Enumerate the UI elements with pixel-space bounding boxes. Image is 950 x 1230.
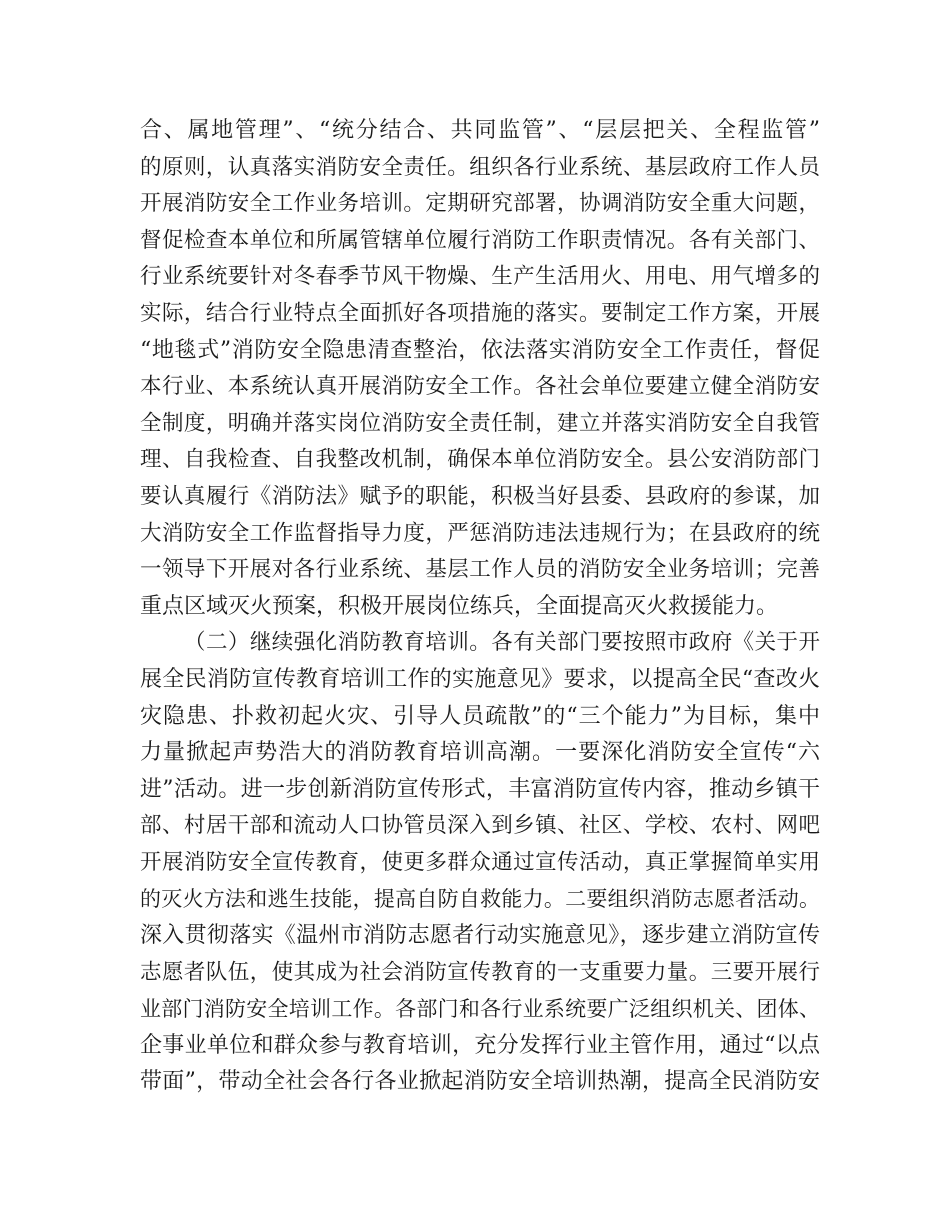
text-line: 开展消防安全工作业务培训。定期研究部署，协调消防安全重大问题， (140, 191, 820, 217)
text-line: 的灭火方法和逃生技能，提高自防自救能力。二要组织消防志愿者活动。 (140, 887, 820, 912)
text-line: 的原则，认真落实消防安全责任。组织各行业系统、基层政府工作人员 (140, 154, 820, 180)
text-line: 一领导下开展对各行业系统、基层工作人员的消防安全业务培训；完善 (140, 557, 820, 583)
text-line: 部、村居干部和流动人口协管员深入到乡镇、社区、学校、农村、网吧 (140, 813, 820, 839)
text-line: 全制度，明确并落实岗位消防安全责任制，建立并落实消防安全自我管 (140, 410, 820, 436)
text-line: 进”活动。进一步创新消防宣传形式，丰富消防宣传内容，推动乡镇干 (140, 776, 820, 802)
paragraph-first-line: （二）继续强化消防教育培训。各有关部门要按照市政府《关于开 (184, 630, 820, 656)
text-line: 业部门消防安全培训工作。各部门和各行业系统要广泛组织机关、团体、 (140, 997, 820, 1022)
text-line: 本行业、本系统认真开展消防安全工作。各社会单位要建立健全消防安 (140, 374, 820, 400)
text-line: “地毯式”消防安全隐患清查整治，依法落实消防安全工作责任，督促 (140, 337, 820, 363)
text-line: 带面”，带动全社会各行各业掀起消防安全培训热潮，提高全民消防安 (140, 1069, 820, 1095)
text-line: 要认真履行《消防法》赋予的职能，积极当好县委、县政府的参谋，加 (140, 483, 820, 509)
text-line: 志愿者队伍，使其成为社会消防宣传教育的一支重要力量。三要开展行 (140, 959, 820, 985)
text-line: 深入贯彻落实《温州市消防志愿者行动实施意见》，逐步建立消防宣传 (140, 923, 820, 949)
text-line: 行业系统要针对冬春季节风干物燥、生产生活用火、用电、用气增多的 (140, 264, 820, 290)
text-line: 灾隐患、扑救初起火灾、引导人员疏散”的“三个能力”为目标，集中 (140, 703, 820, 729)
text-line: 理、自我检查、自我整改机制，确保本单位消防安全。县公安消防部门 (140, 447, 820, 473)
text-line: 督促检查本单位和所属管辖单位履行消防工作职责情况。各有关部门、 (140, 227, 820, 253)
text-line: 力量掀起声势浩大的消防教育培训高潮。一要深化消防安全宣传“六 (140, 740, 820, 766)
body-text (140, 113, 820, 1101)
text-line: 展全民消防宣传教育培训工作的实施意见》要求，以提高全民“查改火 (140, 666, 820, 692)
text-line: 合、属地管理”、“统分结合、共同监管”、“层层把关、全程监管” (140, 118, 820, 143)
text-line: 实际，结合行业特点全面抓好各项措施的落实。要制定工作方案，开展 (140, 300, 820, 326)
text-line: 重点区域灭火预案，积极开展岗位练兵，全面提高灭火救援能力。 (140, 593, 779, 619)
text-line: 大消防安全工作监督指导力度，严惩消防违法违规行为；在县政府的统 (140, 520, 820, 546)
text-line: 开展消防安全宣传教育，使更多群众通过宣传活动，真正掌握简单实用 (140, 849, 820, 875)
text-line: 企事业单位和群众参与教育培训，充分发挥行业主管作用，通过“以点 (140, 1032, 820, 1058)
